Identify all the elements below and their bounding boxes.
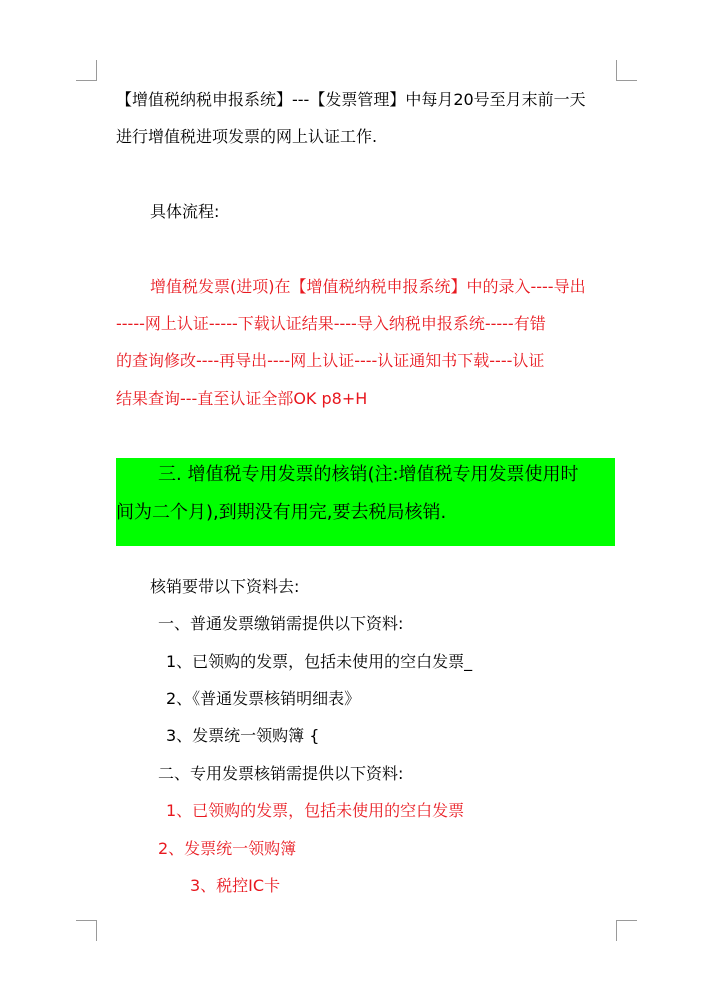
paragraph1-line1: 【增值税纳税申报系统】---【发票管理】中每月20号至月末前一天	[116, 90, 586, 109]
general-item-2: 2、《普通发票核销明细表》	[166, 689, 361, 708]
crop-mark-bottom-right	[616, 920, 637, 941]
crop-mark-top-right	[616, 60, 637, 81]
special-heading: 二、专用发票核销需提供以下资料:	[158, 764, 404, 783]
general-heading: 一、普通发票缴销需提供以下资料:	[158, 614, 404, 633]
process-line2: -----网上认证-----下载认证结果----导入纳税申报系统-----有错	[116, 314, 546, 333]
section3-line2: 间为二个月),到期没有用完,要去税局核销.	[116, 502, 447, 523]
general-item-3: 3、发票统一领购簿 {	[166, 726, 320, 745]
process-heading: 具体流程:	[150, 202, 220, 221]
materials-intro: 核销要带以下资料去:	[150, 577, 300, 596]
paragraph1-line2: 进行增值税进项发票的网上认证工作.	[116, 127, 378, 146]
special-item-2: 2、发票统一领购簿	[158, 839, 297, 858]
crop-mark-bottom-left	[76, 920, 97, 941]
process-line3: 的查询修改----再导出----网上认证----认证通知书下载----认证	[116, 351, 545, 370]
general-item-1: 1、已领购的发票，包括未使用的空白发票_	[166, 652, 473, 671]
special-item-3: 3、税控IC卡	[190, 876, 281, 895]
process-line4: 结果查询---直至认证全部OK p8+H	[116, 389, 368, 408]
crop-mark-top-left	[76, 60, 97, 81]
section3-line1: 三. 增值税专用发票的核销(注:增值税专用发票使用时	[158, 464, 579, 485]
special-item-1: 1、已领购的发票，包括未使用的空白发票	[166, 801, 465, 820]
process-line1: 增值税发票(进项)在【增值税纳税申报系统】中的录入----导出	[150, 277, 586, 296]
